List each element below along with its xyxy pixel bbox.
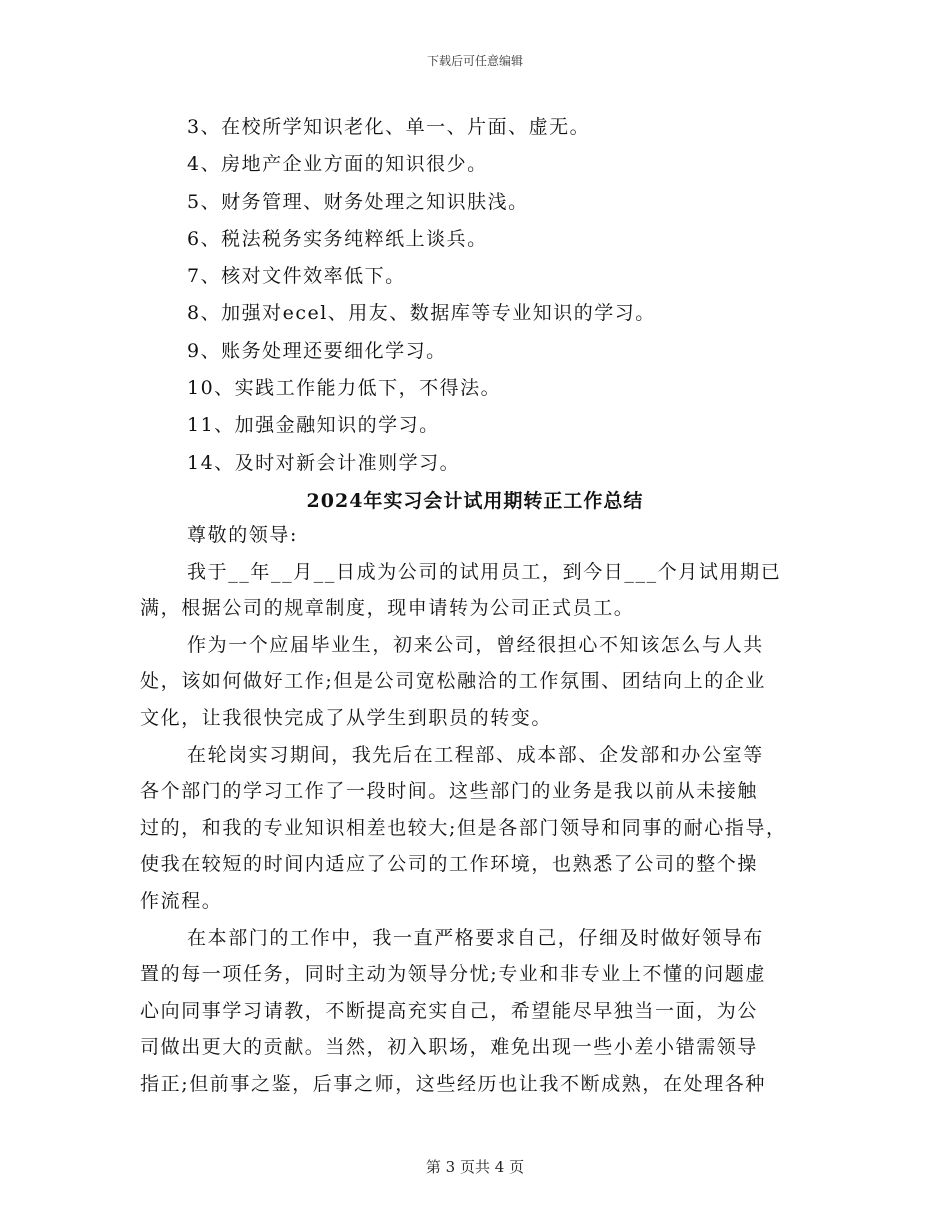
list-item: 4、房地产企业方面的知识很少。	[187, 153, 488, 176]
list-item: 5、财务管理、财务处理之知识肤浅。	[187, 190, 529, 213]
item-list	[187, 112, 656, 485]
paragraph-line: 司做出更大的贡献。当然，初入职场，难免出现一些小差小错需领导	[140, 1036, 759, 1059]
paragraph-line: 指正;但前事之鉴，后事之师，这些经历也让我不断成熟，在处理各种	[140, 1072, 767, 1095]
paragraph-line: 作流程。	[140, 889, 223, 912]
paragraph-line: 作为一个应届毕业生，初来公司，曾经很担心不知该怎么与人共	[187, 633, 764, 656]
paragraph-line: 我于__年__月__日成为公司的试用员工，到今日___个月试用期已	[187, 560, 782, 583]
list-item: 9、账务处理还要细化学习。	[187, 339, 447, 362]
paragraph-line: 文化，让我很快完成了从学生到职员的转变。	[140, 706, 553, 729]
list-item: 8、加强对ecel、用友、数据库等专业知识的学习。	[187, 302, 656, 325]
paragraph-line: 心向同事学习请教，不断提高充实自己，希望能尽早独当一面，为公	[140, 999, 759, 1022]
paragraph-line: 处，该如何做好工作;但是公司宽松融洽的工作氛围、团结向上的企业	[140, 670, 767, 693]
page-footer: 第 3 页共 4 页	[425, 1158, 525, 1176]
paragraph-line: 过的，和我的专业知识相差也较大;但是各部门领导和同事的耐心指导，	[140, 816, 787, 839]
paragraph-line: 满，根据公司的规章制度，现申请转为公司正式员工。	[140, 597, 635, 620]
list-item: 6、税法税务实务纯粹纸上谈兵。	[187, 227, 488, 250]
list-item: 3、在校所学知识老化、单一、片面、虚无。	[187, 116, 591, 138]
paragraph-line: 使我在较短的时间内适应了公司的工作环境，也熟悉了公司的整个操	[140, 853, 759, 876]
list-item: 10、实践工作能力低下，不得法。	[187, 377, 502, 400]
list-item: 11、加强金融知识的学习。	[187, 414, 440, 437]
letter-body	[140, 518, 812, 1104]
salutation: 尊敬的领导:	[187, 524, 299, 546]
paragraph-line: 置的每一项任务，同时主动为领导分忧;专业和非专业上不懂的问题虚	[140, 963, 767, 986]
paragraph-line: 各个部门的学习工作了一段时间。这些部门的业务是我以前从未接触	[140, 780, 759, 803]
document-title: 2024年实习会计试用期转正工作总结	[306, 490, 644, 512]
paragraph-line: 在轮岗实习期间，我先后在工程部、成本部、企发部和办公室等	[187, 743, 764, 766]
list-item: 7、核对文件效率低下。	[187, 265, 406, 288]
page-header: 下载后可任意编辑	[426, 54, 523, 68]
paragraph-line: 在本部门的工作中，我一直严格要求自己，仔细及时做好领导布	[187, 926, 764, 949]
list-item: 14、及时对新会计准则学习。	[187, 451, 461, 474]
